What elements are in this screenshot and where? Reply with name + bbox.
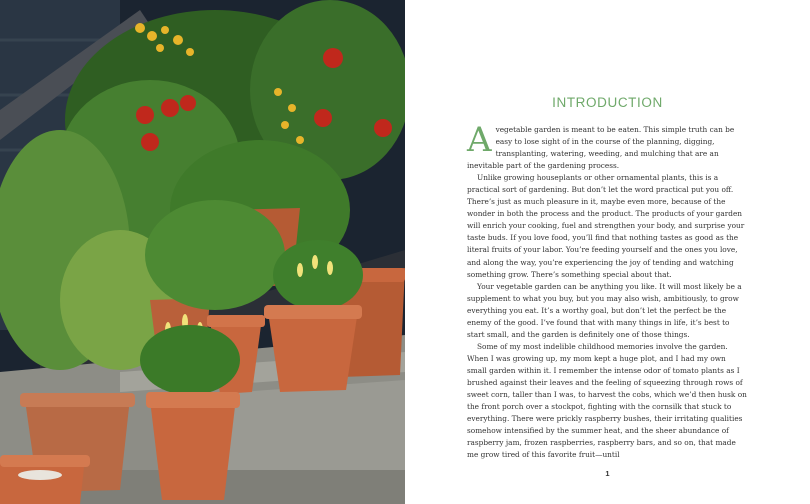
drop-cap: A — [467, 120, 492, 160]
terracotta-pot-center-right — [268, 310, 358, 392]
paragraph-1 — [467, 120, 747, 172]
page-number: 1 — [605, 469, 610, 478]
paragraph-3: Your vegetable garden can be anything you like. It will most likely be a supplement to what you buy, but you may also wish, ambitiously, to grow everything you eat. It’s a worthy goal, but don’t let the perfect be the enemy of the good. I’ve found that with many things in life, it’s best to start small, and the garden is definitely one of those things. — [467, 281, 742, 339]
body-text — [467, 120, 747, 461]
chapter-title: INTRODUCTION — [552, 95, 663, 110]
terracotta-pot-front — [150, 398, 236, 500]
pepper-plant-center — [273, 240, 363, 310]
paragraph-1-text: vegetable garden is meant to be eaten. This simple truth can be easy to lose sight of in the course of the planning, digging, transplanting, watering, weeding, and mulching that are an inevitable part of the gardening process. — [467, 125, 735, 171]
paragraph-2: Unlike growing houseplants or other ornamental plants, this is a practical sort of gardening. But don’t let the word practical put you off. There’s just as much pleasure in it, maybe even more, because of the wonder in both the process and the product. The products of your garden will enrich your cooking, fuel and strengthen your body, and surprise your taste buds. If you love food, you’ll find that nothing tastes as good as the literal fruits of your labor. You’re feeding yourself and the ones you love, and along the way, you’re experiencing the joy of tending and watching something grow. There’s something special about that. — [467, 173, 745, 279]
text-page — [405, 0, 810, 504]
pepper-plant-front — [140, 325, 240, 395]
paragraph-4: Some of my most indelible childhood memories involve the garden. When I was growing up, my mom kept a huge plot, and I had my own small garden within it. I remember the intense odor of tomato plants as I brushed against their leaves and the feeling of squeezing through rows of sweet corn, taller than I was, to harvest the cobs, which we’d then husk on the front porch over a stockpot, fighting with the cornsilk that stuck to everything. There were prickly raspberry bushes, their irritating qualities somehow intensified by the summer heat, and the sheer abundance of raspberry jam, frozen raspberries, raspberry bars, and so on, that made me grow tired of this favorite fruit—until — [467, 341, 747, 460]
